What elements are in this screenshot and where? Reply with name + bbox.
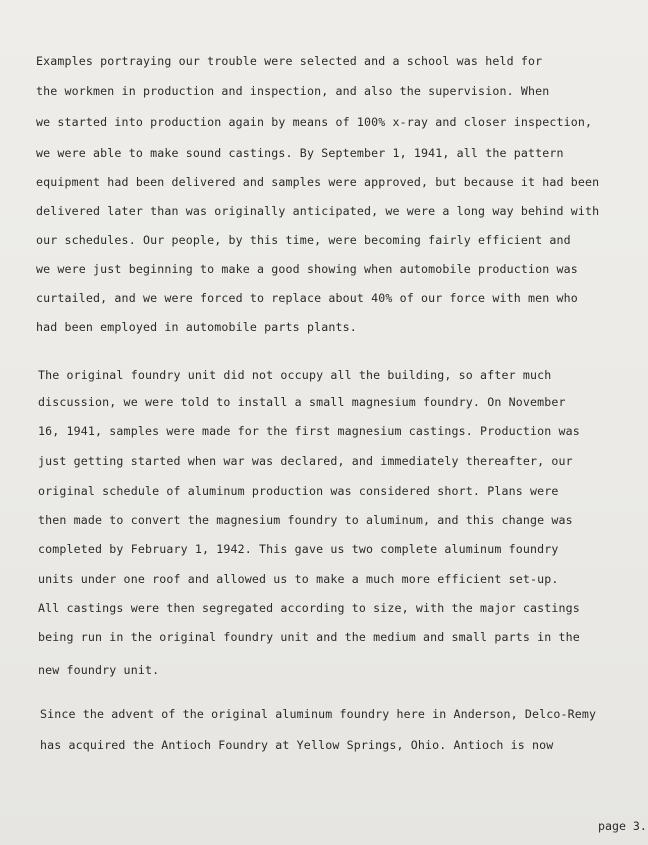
text-line: had been employed in automobile parts plants. [36, 320, 357, 334]
text-line: All castings were then segregated according to size, with the major castings [38, 601, 580, 615]
text-line: discussion, we were told to install a small magnesium foundry. On November [38, 395, 566, 409]
text-line: new foundry unit. [38, 663, 160, 677]
text-line: our schedules. Our people, by this time, were becoming fairly efficient and [36, 233, 571, 247]
text-line: original schedule of aluminum production was considered short. Plans were [38, 484, 559, 498]
text-line: The original foundry unit did not occupy all the building, so after much [38, 368, 552, 382]
text-line: Examples portraying our trouble were selected and a school was held for [36, 54, 543, 68]
text-line: has acquired the Antioch Foundry at Yellow Springs, Ohio. Antioch is now [40, 738, 554, 752]
text-line: units under one roof and allowed us to make a much more efficient set-up. [38, 572, 559, 586]
text-line: just getting started when war was declared, and immediately thereafter, our [38, 454, 573, 468]
text-line: we were able to make sound castings. By September 1, 1941, all the pattern [36, 146, 564, 160]
text-line: we started into production again by means of 100% x-ray and closer inspection, [36, 115, 593, 129]
text-line: then made to convert the magnesium foundry to aluminum, and this change was [38, 513, 573, 527]
text-line: being run in the original foundry unit and the medium and small parts in the [38, 630, 580, 644]
text-line: equipment had been delivered and samples were approved, but because it had been [36, 175, 600, 189]
text-line: delivered later than was originally anticipated, we were a long way behind with [36, 204, 600, 218]
text-line: Since the advent of the original aluminum foundry here in Anderson, Delco-Remy [40, 707, 597, 721]
page-number: page 3. [598, 819, 647, 833]
text-line: 16, 1941, samples were made for the first magnesium castings. Production was [38, 424, 580, 438]
text-line: we were just beginning to make a good showing when automobile production was [36, 262, 578, 276]
text-line: the workmen in production and inspection, and also the supervision. When [36, 84, 550, 98]
text-line: completed by February 1, 1942. This gave us two complete aluminum foundry [38, 542, 559, 556]
text-line: curtailed, and we were forced to replace about 40% of our force with men who [36, 291, 578, 305]
